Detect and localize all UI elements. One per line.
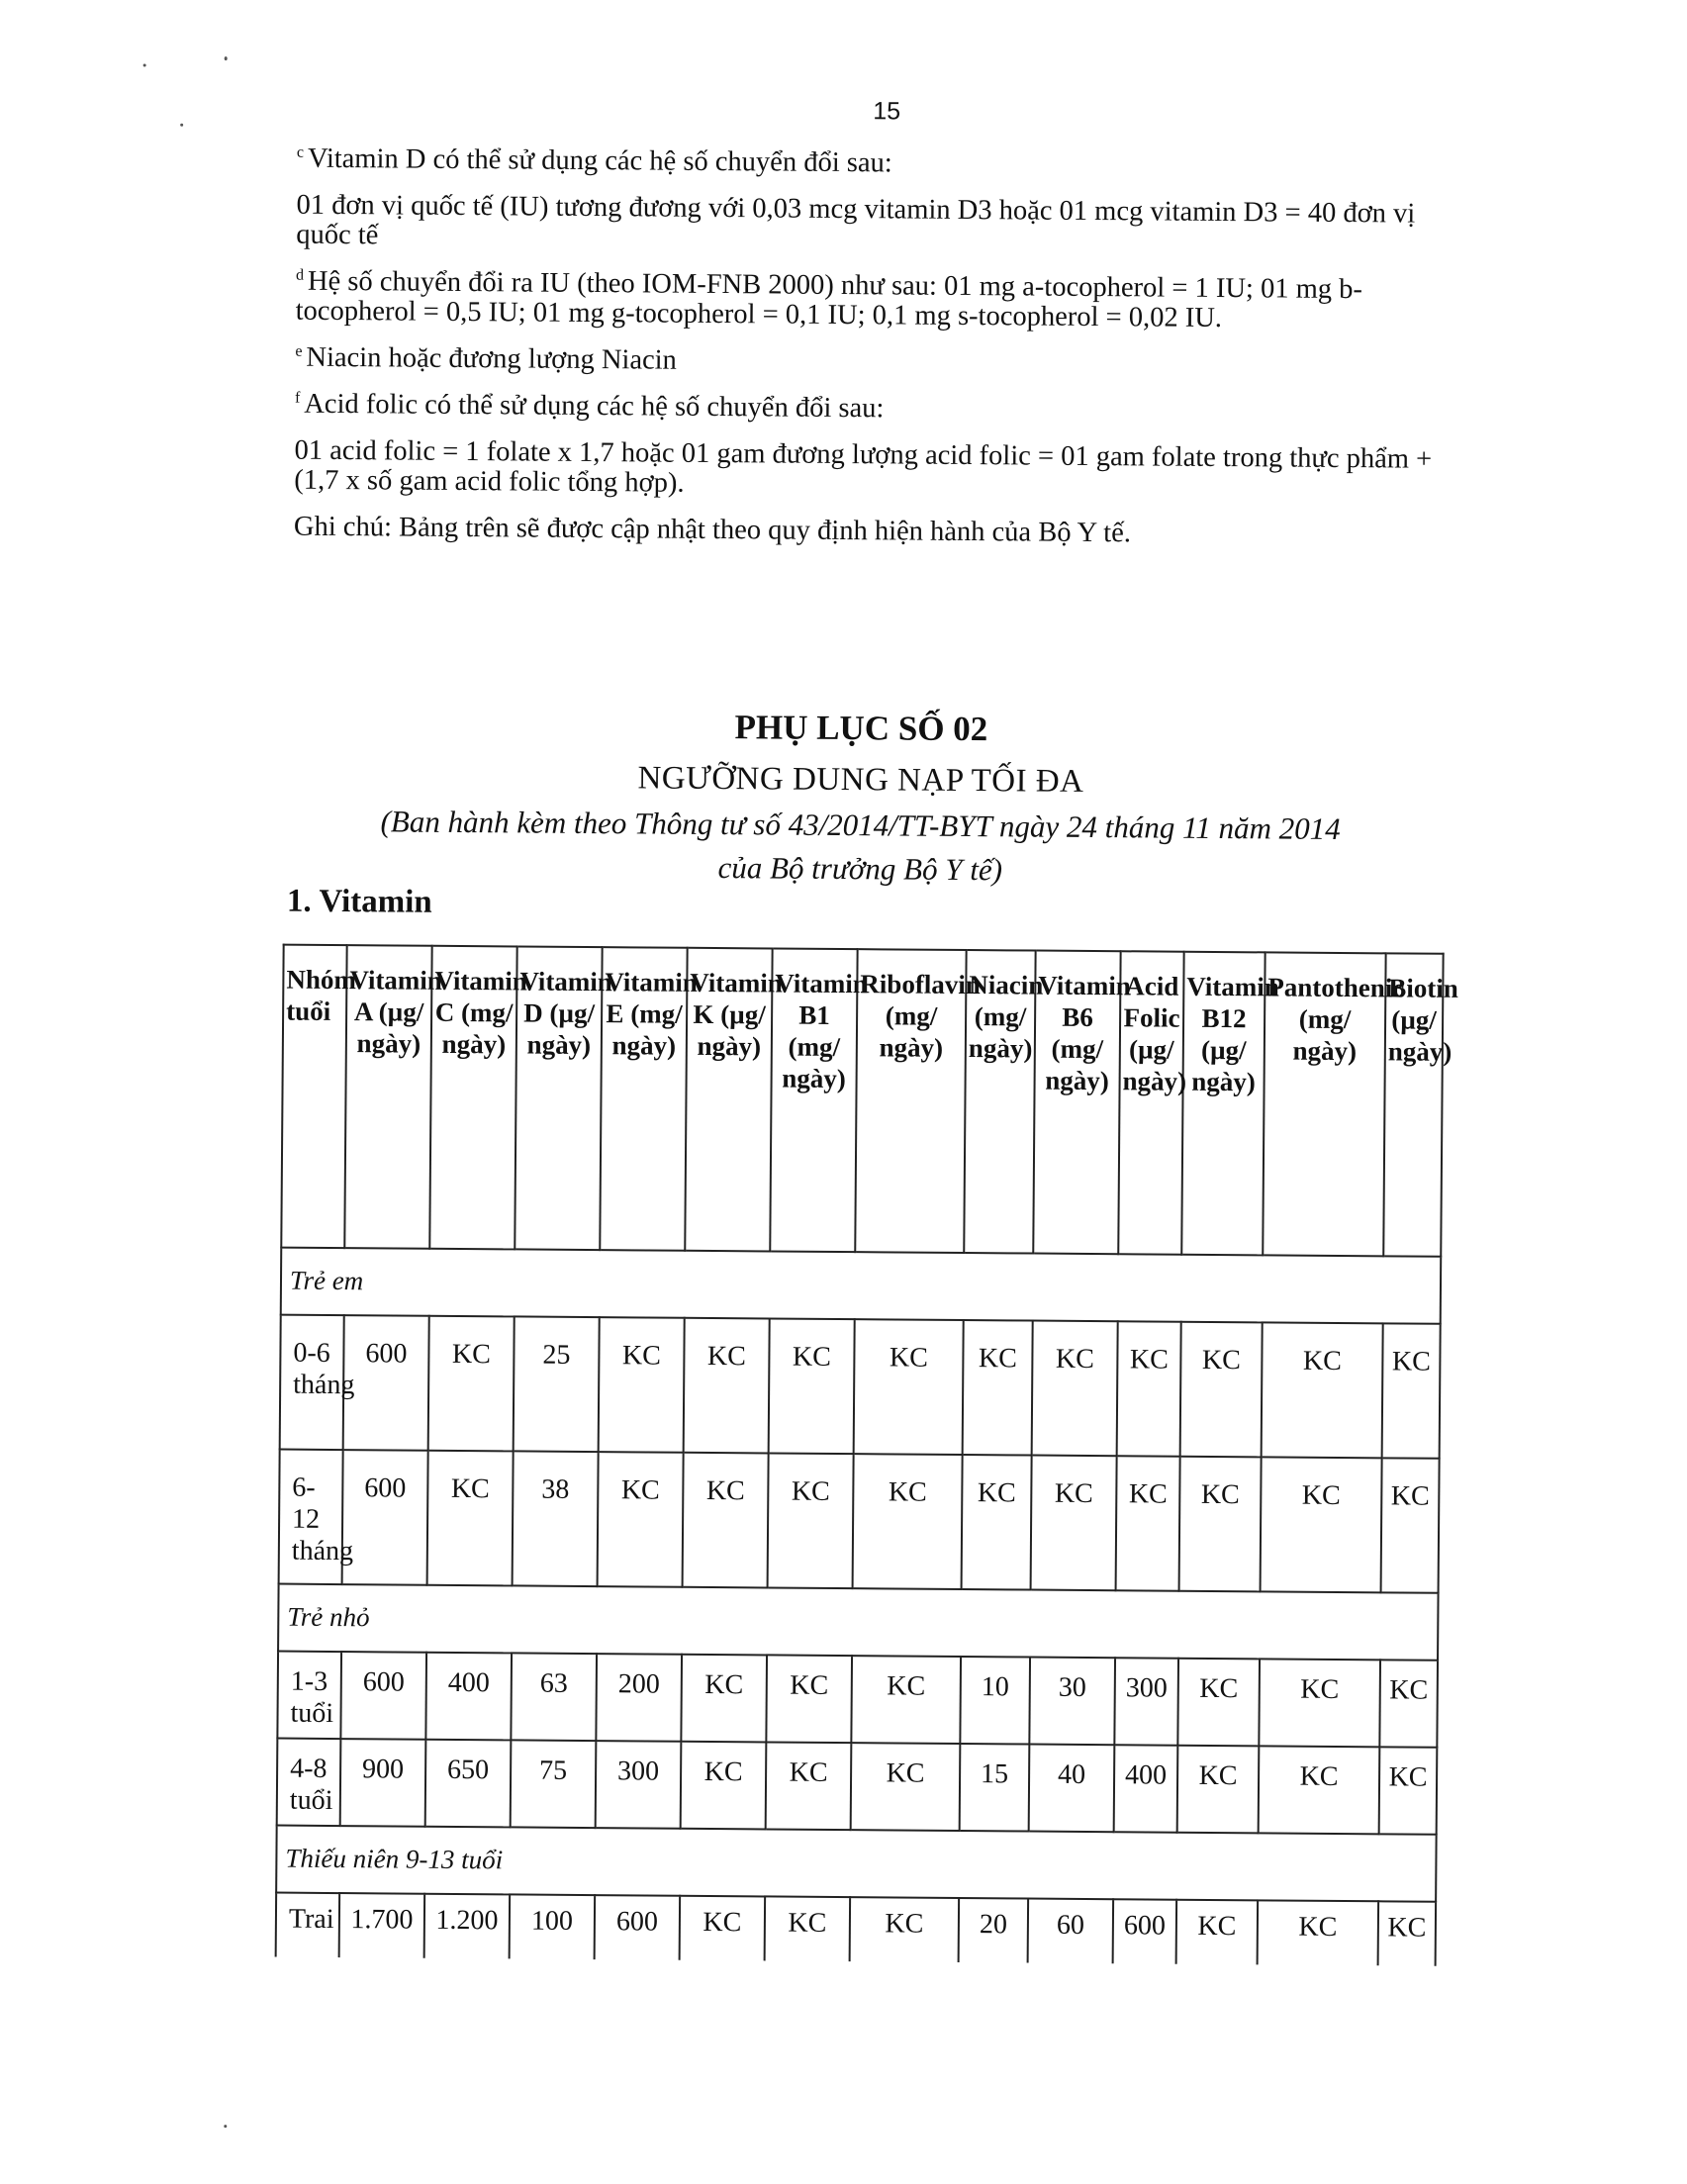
column-header: Nhóm tuổi [281, 945, 346, 1248]
footnotes [294, 144, 1435, 568]
value-cell: KC [681, 1742, 767, 1830]
column-header: Pantothenic (mg/ ngày) [1263, 952, 1385, 1256]
value-cell: 600 [595, 1895, 681, 1960]
value-cell: 60 [1028, 1899, 1114, 1964]
group-label: Thiếu niên 9-13 tuổi [276, 1826, 1436, 1902]
value-cell: 600 [1113, 1899, 1177, 1964]
value-cell: 400 [1114, 1745, 1178, 1833]
table-group-row [281, 1248, 1441, 1324]
value-cell: KC [1116, 1456, 1180, 1590]
table-row [280, 1315, 1441, 1459]
value-cell: KC [1259, 1659, 1380, 1747]
value-cell: 300 [596, 1741, 682, 1829]
column-header: Vitamin C (mg/ ngày) [429, 946, 516, 1250]
scan-speck [225, 56, 228, 60]
column-header: Riboflavin (mg/ ngày) [855, 949, 966, 1253]
value-cell: 600 [343, 1315, 429, 1451]
remark-text: Ghi chú: Bảng trên sẽ được cập nhật theo quy định hiện hành của Bộ Y tế. [293, 511, 1132, 549]
value-cell: KC [766, 1655, 852, 1743]
footnote-text: Vitamin D có thể sử dụng các hệ số chuyển đổi sau: [307, 142, 892, 179]
value-cell: 30 [1029, 1658, 1115, 1746]
value-cell: KC [681, 1655, 767, 1743]
value-cell: KC [1258, 1900, 1379, 1965]
appendix-title: PHỤ LỤC SỐ 02 [734, 708, 988, 749]
group-label: Trẻ nhỏ [278, 1584, 1438, 1661]
value-cell: KC [680, 1896, 766, 1961]
value-cell: KC [428, 1316, 515, 1452]
footnote-text: Hệ số chuyển đổi ra IU (theo IOM-FNB 2000) như sau: 01 mg a-tocopherol = 1 IU; 01 mg b-tocopherol = 0,5 IU; 01 mg g-tocopherol = 0,1 IU; 0,1 mg s-tocopherol = 0,02 IU. [295, 265, 1363, 334]
footnote-text: Acid folic có thể sử dụng các hệ số chuyển đổi sau: [304, 388, 885, 425]
column-header: Vitamin B1 (mg/ ngày) [770, 948, 857, 1252]
footnote-mark: e [295, 342, 303, 360]
value-cell: 10 [960, 1657, 1030, 1745]
footnote [297, 144, 1435, 183]
value-cell: KC [683, 1453, 769, 1588]
value-cell: 40 [1029, 1745, 1115, 1833]
value-cell: KC [427, 1451, 514, 1586]
table-row [279, 1450, 1440, 1593]
value-cell: KC [963, 1320, 1033, 1456]
vitamin-table [275, 944, 1459, 1966]
value-cell: 900 [340, 1739, 426, 1827]
value-cell: 20 [959, 1898, 1029, 1963]
table-row [276, 1893, 1436, 1966]
value-cell: 400 [425, 1653, 512, 1741]
value-cell: KC [1031, 1456, 1117, 1591]
footnote-text: 01 acid folic = 1 folate x 1,7 hoặc 01 gam đương lượng acid folic = 01 gam folate trong thực phẩm + (1,7 x số gam acid folic tổng hợp). [294, 434, 1433, 499]
column-header: Vitamin B12 (µg/ ngày) [1181, 952, 1265, 1256]
age-cell: 6-12 tháng [279, 1450, 343, 1584]
value-cell: 63 [511, 1653, 597, 1741]
appendix-header [291, 701, 1430, 894]
column-header: Acid Folic (µg/ ngày) [1118, 951, 1183, 1254]
value-cell: 1.700 [339, 1893, 425, 1958]
footnote-text: 01 đơn vị quốc tế (IU) tương đương với 0,03 mcg vitamin D3 hoặc 01 mcg vitamin D3 = 40 đơn vị quốc tế [296, 189, 1416, 251]
value-cell: KC [1379, 1747, 1438, 1834]
column-header: Vitamin K (µg/ ngày) [685, 948, 772, 1252]
value-cell: KC [1381, 1458, 1440, 1592]
value-cell: KC [1032, 1321, 1118, 1457]
table-row [277, 1739, 1438, 1835]
value-cell: 75 [511, 1740, 597, 1828]
value-cell: 600 [342, 1450, 428, 1585]
footnote [294, 436, 1432, 505]
table-group-row [276, 1826, 1436, 1902]
footnote-mark: f [294, 389, 301, 407]
column-header: Vitamin D (µg/ ngày) [515, 946, 602, 1250]
value-cell: KC [1180, 1322, 1263, 1458]
value-cell: KC [851, 1743, 961, 1831]
value-cell: 200 [596, 1654, 682, 1742]
value-cell: KC [1259, 1746, 1380, 1834]
table-group-row [278, 1584, 1438, 1661]
footnote-mark: d [295, 266, 305, 284]
value-cell: KC [853, 1454, 963, 1589]
value-cell: KC [962, 1455, 1032, 1590]
value-cell: KC [1177, 1659, 1260, 1747]
age-cell: 1-3 tuổi [277, 1652, 341, 1739]
scan-speck [224, 2125, 227, 2128]
age-cell: 0-6 tháng [280, 1315, 344, 1450]
value-cell: 25 [514, 1316, 600, 1452]
appendix-issued-line: (Ban hành kèm theo Thông tư số 43/2014/TT-BYT ngày 24 tháng 11 năm 2014 [380, 804, 1341, 846]
value-cell: 300 [1114, 1658, 1178, 1745]
value-cell: 38 [513, 1451, 599, 1586]
footnote [296, 267, 1434, 335]
value-cell: KC [1117, 1321, 1181, 1456]
value-cell: KC [684, 1318, 770, 1454]
appendix-issued-line: của Bộ trưởng Bộ Y tế) [717, 850, 1003, 888]
scan-speck [143, 63, 146, 66]
group-label: Trẻ em [281, 1248, 1441, 1324]
value-cell: KC [850, 1897, 960, 1962]
value-cell: KC [1378, 1901, 1437, 1965]
value-cell: KC [769, 1318, 855, 1454]
value-cell: KC [1176, 1900, 1259, 1965]
value-cell: KC [599, 1317, 685, 1453]
age-cell: Trai [276, 1893, 340, 1958]
value-cell: KC [854, 1319, 964, 1455]
value-cell: 15 [960, 1744, 1030, 1832]
column-header: Vitamin E (mg/ ngày) [600, 947, 687, 1251]
value-cell: KC [1262, 1322, 1383, 1458]
section-heading: 1. Vitamin [286, 883, 432, 920]
table-row [277, 1652, 1438, 1748]
value-cell: KC [598, 1452, 684, 1587]
column-header: Niacin (mg/ ngày) [964, 950, 1035, 1254]
value-cell: KC [1382, 1323, 1441, 1458]
value-cell: KC [768, 1453, 854, 1588]
value-cell: KC [1261, 1457, 1382, 1592]
appendix-subtitle: NGƯỠNG DUNG NẠP TỐI ĐA [637, 760, 1084, 800]
page-number: 15 [873, 97, 901, 126]
value-cell: KC [851, 1656, 961, 1744]
footnote [295, 343, 1433, 382]
footnote [295, 390, 1433, 428]
value-cell: 1.200 [424, 1894, 511, 1959]
table-header-row [281, 945, 1443, 1257]
value-cell: KC [766, 1742, 852, 1830]
value-cell: 600 [340, 1652, 426, 1740]
value-cell: 100 [510, 1894, 596, 1959]
age-cell: 4-8 tuổi [277, 1739, 341, 1826]
footnote-mark: c [296, 143, 305, 161]
column-header: Biotin (µg/ ngày) [1383, 953, 1443, 1256]
scan-speck [180, 124, 183, 127]
value-cell: KC [1179, 1457, 1262, 1592]
value-cell: KC [1177, 1746, 1260, 1834]
table-body [276, 1248, 1442, 1966]
value-cell: KC [765, 1896, 851, 1961]
column-header: Vitamin A (µg/ ngày) [344, 945, 431, 1249]
footnote [296, 191, 1434, 259]
value-cell: 650 [425, 1740, 512, 1828]
column-header: Vitamin B6 (mg/ ngày) [1033, 951, 1120, 1255]
value-cell: KC [1379, 1660, 1438, 1747]
note-remark [294, 513, 1432, 551]
footnote-text: Niacin hoặc đương lượng Niacin [306, 341, 678, 376]
